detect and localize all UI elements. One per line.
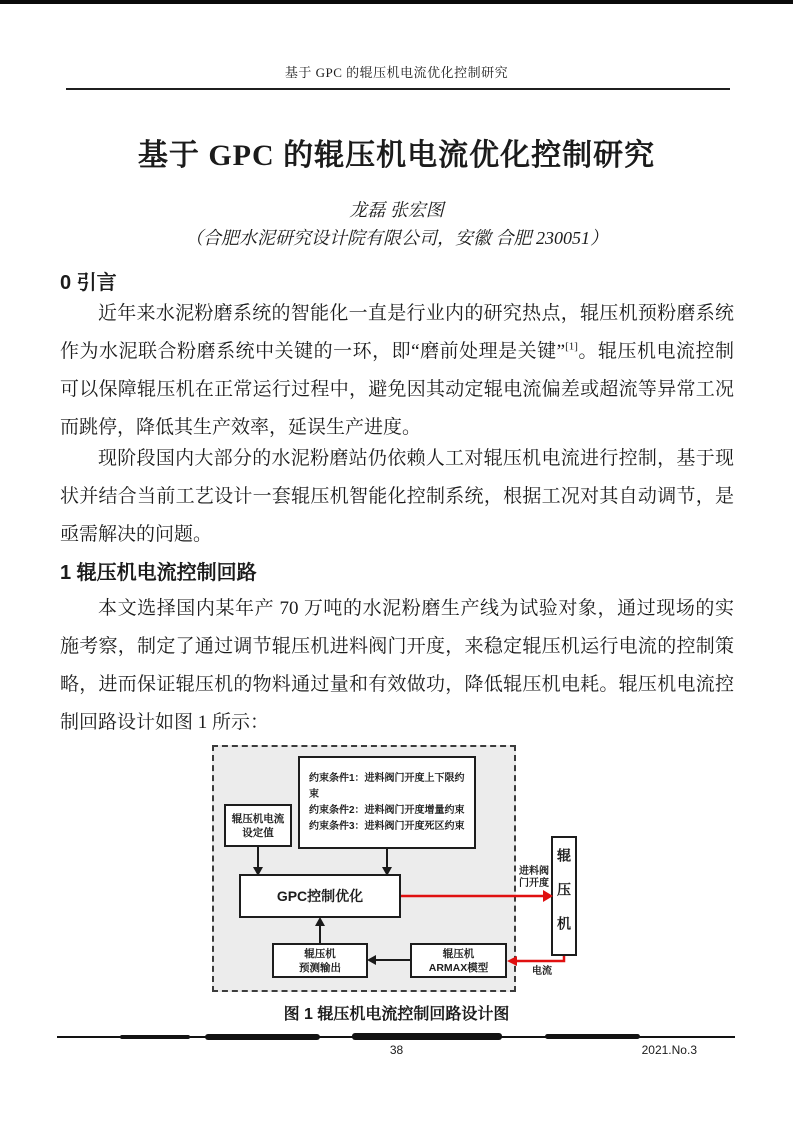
constraints-box: 约束条件1：进料阀门开度上下限约束 约束条件2：进料阀门开度增量约束 约束条件3：进料阀门开度死区约束 [298,756,476,849]
armax-model-box: 辊压机 ARMAX模型 [410,943,507,978]
footer-rule-blob [120,1035,190,1039]
section-heading-control-loop: 1 辊压机电流控制回路 [60,562,257,584]
header-rule [66,88,730,90]
footer-rule-blob [352,1033,502,1040]
arrow-armax-to-prediction [367,955,410,965]
section-heading-intro: 0 引言 [60,272,117,294]
paper-title: 基于 GPC 的辊压机电流优化控制研究 [137,139,656,172]
diagram-arrows [0,740,793,1000]
arrow-prediction-to-gpc [315,917,325,943]
current-signal-label: 电流 [532,966,552,977]
footer-rule-blob [545,1034,640,1039]
arrow-constraints-to-gpc [382,849,392,876]
paragraph-intro-2: 现阶段国内大部分的水泥粉磨站仍依赖人工对辊压机电流进行控制，基于现状并结合当前工艺设计一套辊压机智能化控制系统，根据工况对其自动调节，是亟需解决的问题。 [60,448,734,545]
paragraph-method: 本文选择国内某年产 70 万吨的水泥粉磨生产线为试验对象，通过现场的实施考察，制定了通过调节辊压机进料阀门开度，来稳定辊压机运行电流的控制策略，进而保证辊压机的物料通过量和有效做功，降低辊压机电耗。辊压机电流控制回路设计如图 1 所示： [60,598,734,733]
arrow-roller-to-armax-red [507,956,564,966]
prediction-output-box: 辊压机 预测输出 [272,943,368,978]
affiliation: （合肥水泥研究设计院有限公司，安徽 合肥 230051） [185,228,608,248]
page-number: 38 [389,1043,404,1057]
figure-caption: 图 1 辊压机电流控制回路设计图 [283,1006,510,1023]
scan-edge-bar [0,0,793,4]
current-setpoint-box: 辊压机电流 设定值 [224,804,292,847]
paragraph-intro-1-text-cont: 。辊压机电流控制可以保障辊压机在正常运行过程中，避免因其动定辊电流偏差或超流等异常工况而跳停，降低其生产效率，延误生产进度。 [60,341,734,438]
footer-rule-blob [205,1034,320,1040]
paragraph-intro-1-text: 近年来水泥粉磨系统的智能化一直是行业内的研究热点，辊压机预粉磨系统作为水泥联合粉磨系统中关键的一环，即“磨前处理是关键” [60,303,734,362]
issue-label: 2021.No.3 [641,1043,697,1057]
citation-ref-1: [1] [565,340,578,353]
paragraph-intro-1 [60,295,734,447]
gpc-optimization-box: GPC控制优化 [239,874,401,918]
roller-press-box: 辊压机 [551,836,577,956]
arrow-gpc-to-roller-red [401,890,553,902]
figure-control-loop-diagram [0,740,793,1000]
authors: 龙磊 张宏图 [349,200,444,220]
valve-opening-label: 进料阀 门开度 [519,866,549,889]
running-header: 基于 GPC 的辊压机电流优化控制研究 [284,65,509,80]
arrow-setpoint-to-gpc [253,847,263,876]
